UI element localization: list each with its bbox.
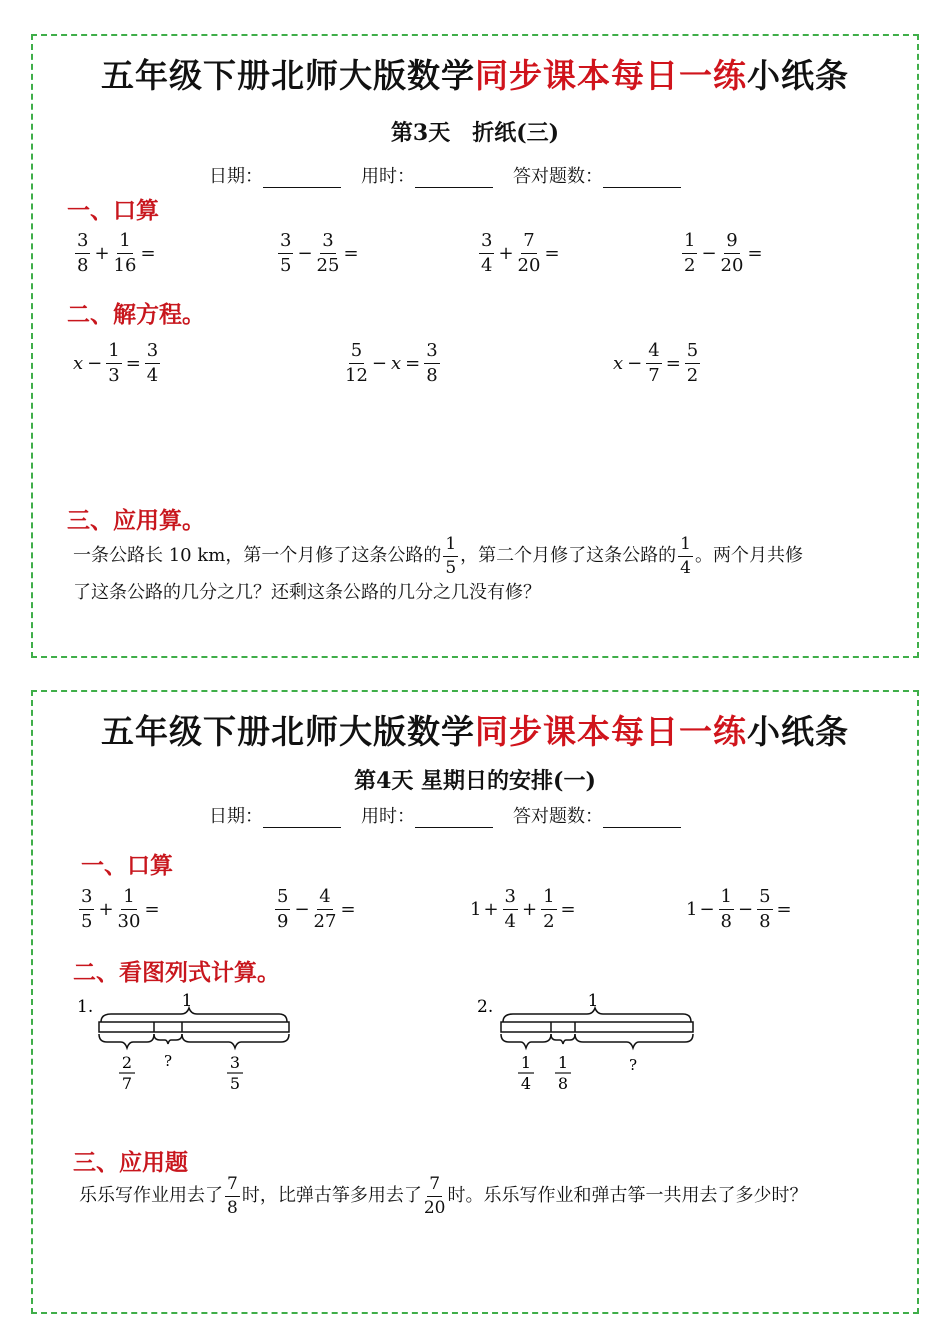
- diagram-1-bar: [99, 1022, 289, 1032]
- diagram-2-brace-q: [575, 1034, 693, 1048]
- lesson-subtitle: 第4天 星期日的安排(一): [354, 768, 596, 794]
- oral-problem-4: $\frac{1}{2}$ − $\frac{9}{20}$ =: [684, 230, 763, 276]
- diagram-1-total: 1: [181, 991, 193, 1011]
- oral-problem-2: $\frac{5}{9}$ − $\frac{4}{27}$ =: [277, 886, 356, 932]
- section-application: 三、应用题: [73, 1149, 188, 1176]
- time-label: 用时：: [361, 166, 415, 187]
- word-problem: 一条公路长 10 km，第一个月修了这条公路的 $\frac{1}{5}$ ，第二个月修了这条公路的 $\frac{1}{4}$ 。两个月共修 了这条公路的几分之几？还剩这条公路的几分之几没有修？: [73, 534, 803, 603]
- diagram-1-brace-b: [182, 1034, 289, 1048]
- section-diagram: 二、看图列式计算。: [73, 959, 280, 986]
- section-equations: 二、解方程。: [67, 301, 205, 328]
- date-label: 日期：: [209, 166, 263, 187]
- diagram-1-brace-a: [99, 1034, 154, 1048]
- diagram-1-b-den: 5: [229, 1074, 241, 1093]
- worksheet-day4: [31, 690, 919, 1314]
- diagram-1-brace-q: [154, 1034, 182, 1044]
- date-blank[interactable]: [263, 807, 341, 828]
- oral-problem-3: 1 + $\frac{3}{4}$ + $\frac{1}{2}$ =: [470, 886, 576, 932]
- sheet-title: 五年级下册北师大版数学同步课本每日一练小纸条: [101, 56, 849, 95]
- diagram-1-number: 1.: [77, 997, 94, 1017]
- correct-blank[interactable]: [603, 167, 681, 188]
- section-oral: 一、口算: [67, 197, 159, 224]
- time-blank[interactable]: [415, 167, 493, 188]
- diagram-2-unknown: ?: [628, 1056, 638, 1074]
- diagram-2-number: 2.: [477, 997, 494, 1017]
- diagram-2-brace-a: [501, 1034, 551, 1048]
- correct-label: 答对题数：: [513, 166, 603, 187]
- date-blank[interactable]: [263, 167, 341, 188]
- diagram-1-unknown: ?: [163, 1052, 173, 1070]
- diagram-1-top-brace: [101, 1008, 287, 1022]
- sheet-title: 五年级下册北师大版数学同步课本每日一练小纸条: [101, 712, 849, 751]
- correct-label: 答对题数：: [513, 806, 603, 827]
- diagram-1-a-num: 2: [121, 1053, 133, 1072]
- diagram-2-a-num: 1: [520, 1053, 532, 1072]
- diagram-2-bar: [501, 1022, 693, 1032]
- equation-1: x − $\frac{1}{3}$ = $\frac{3}{4}$: [73, 340, 159, 386]
- time-label: 用时：: [361, 806, 415, 827]
- equation-3: x − $\frac{4}{7}$ = $\frac{5}{2}$: [613, 340, 699, 386]
- worksheet-day3: [31, 34, 919, 658]
- oral-problem-1: $\frac{3}{5}$ + $\frac{1}{30}$ =: [81, 886, 160, 932]
- diagram-2-b-num: 1: [557, 1053, 569, 1072]
- date-label: 日期：: [209, 806, 263, 827]
- diagram-1-b-num: 3: [229, 1053, 241, 1072]
- diagram-2-total: 1: [587, 991, 599, 1011]
- info-line: [209, 162, 701, 188]
- info-line: [209, 802, 701, 828]
- oral-problem-1: $\frac{3}{8}$ + $\frac{1}{16}$ =: [77, 230, 156, 276]
- diagram-2-a-den: 4: [520, 1074, 532, 1093]
- oral-problem-2: $\frac{3}{5}$ − $\frac{3}{25}$ =: [280, 230, 359, 276]
- equation-2: $\frac{5}{12}$ − x = $\frac{3}{8}$: [345, 340, 438, 386]
- time-blank[interactable]: [415, 807, 493, 828]
- word-problem: 乐乐写作业用去了 $\frac{7}{8}$ 时，比弹古筝多用去了 $\frac{7}{20}$ 时。乐乐写作业和弹古筝一共用去了多少时？: [79, 1174, 808, 1218]
- diagram-1-a-den: 7: [121, 1074, 133, 1093]
- oral-problem-4: 1 − $\frac{1}{8}$ − $\frac{5}{8}$ =: [686, 886, 792, 932]
- segment-diagram-1: [77, 992, 307, 1102]
- section-oral: 一、口算: [81, 852, 173, 879]
- correct-blank[interactable]: [603, 807, 681, 828]
- lesson-subtitle: 第3天 折纸(三): [390, 120, 560, 146]
- diagram-2-b-den: 8: [557, 1074, 569, 1093]
- oral-problem-3: $\frac{3}{4}$ + $\frac{7}{20}$ =: [481, 230, 560, 276]
- section-application: 三、应用算。: [67, 507, 205, 534]
- segment-diagram-2: [477, 992, 707, 1102]
- diagram-2-brace-b: [551, 1034, 575, 1044]
